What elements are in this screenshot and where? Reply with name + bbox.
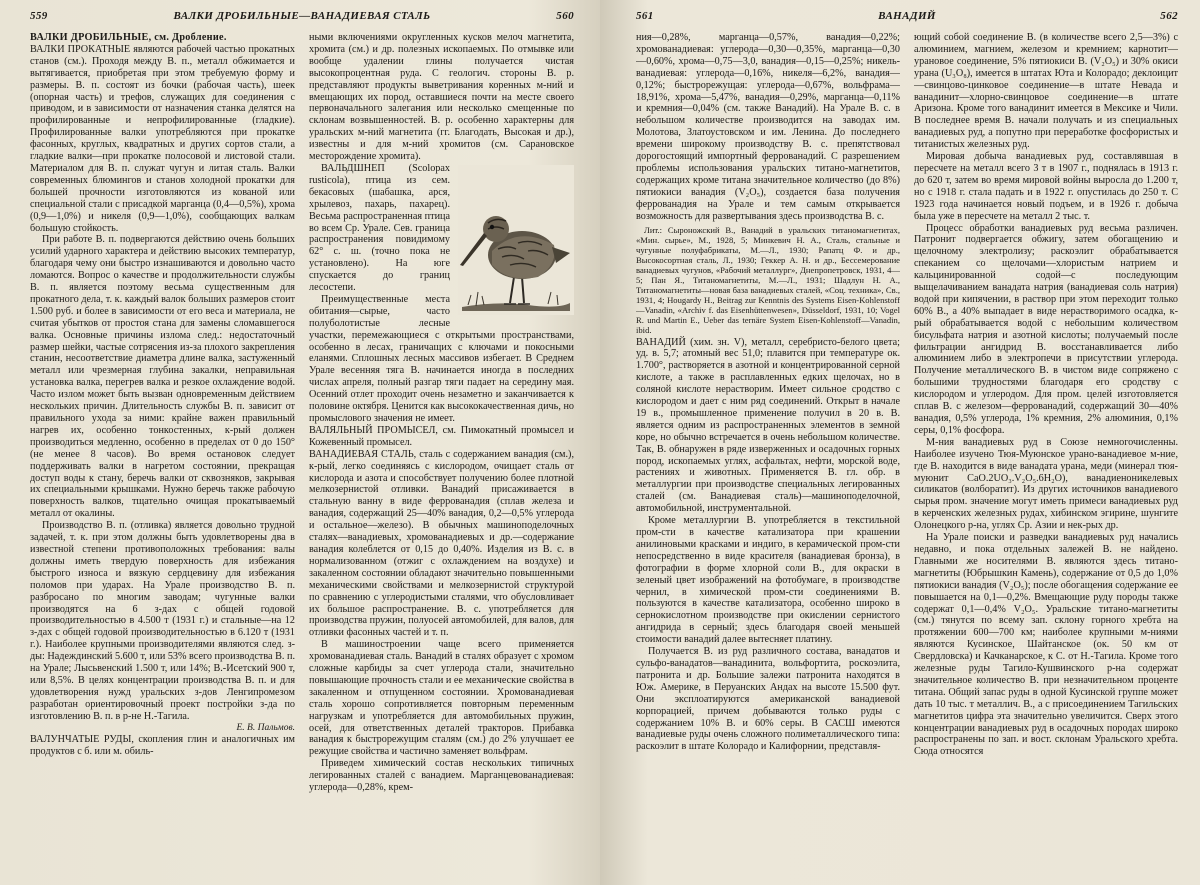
paragraph: Процесс обработки ванадиевых руд весьма различен. Патронит подвергается обжигу, затем обогащению и щелочному электролизу; раскоэлит обрабатывается спеканием со щелочами—хлористым натрием и кальцинированной содой—с последующим выщелачиванием ванадата натрия (ванадиевая соль натрия) водой при кипячении, в раствор при этом переходит только 60% В., а 40% выпадает в виде нерастворимого осадка, к-рый обрабатывается водой с небольшим количеством бисульфата натрия и азотной кислоты; получаемый после фильтрации ангидрид В. восстанавливается либо алюминием либо в электропечи в присутствии углерода. Получение металлического В. в чистом виде сопряжено с большими трудностями благодаря его сродству с кислородом и углеродом. Для пром. целей изготовляется сплав В. с железом—феррованадий, содержащий 30—40% ванадия, 0,5% углерода, 1% кремния, 2% алюминия, 0,1% серы, 0,1% фосфора. [914,222,1178,436]
paragraph: Мировая добыча ванадиевых руд, составлявшая в пересчете на металл всего 3 т в 1907 г., поднялась в 1913 г. до 620 т, затем во время мировой войны выросла до 1.200 т, но с 1918 г. стала падать и в 1922 г. опустилась до 250 т. С 1923 года начинается новый подъем, и в 1926 г. добыча была уже в пересчете на металл 2 тыс. т. [914,151,1178,222]
page-number-561: 561 [636,10,654,22]
page-number-559: 559 [30,10,48,22]
paragraph: ния—0,28%, марганца—0,57%, ванадия—0,22%; хромованадиевая: углерода—0,30—0,35%, марганца—0,30—0,60%, хрома—0,75—3,0, ванадия—0,15—0,25%; никель-ванадиевая: углерода—0,16%, никеля—6,2%, ванадия—0,12%; быстрорежущая: углерода—0,67%, вольфрама—18,91%, хрома—5,47%, ванадия—0,29%, марганца—0,11% и кремния—0,04% (см. также Ванадий). На Урале В. с. в небольшом количестве производится на заводах им. Молотова, Златоустовском и им. Ленина. До последнего времени широкому производству В. с. препятствовал дорогостоящий импортный феррованадий. С разрешением проблемы использования уральских титано-магнетитов, содержащих кроме титана значительное количество (до 8%) пятиокиси ванадия (V₂O₅), создается база получения феррованадия на Урале и тем самым открывается возможность для развертывания здесь производства В. с. [636,32,900,222]
paragraph: Преимущественные места обитания—сырые, часто полуболотистые лесные участки, перемежающиеся с открытыми пространствами, особенно в лесах, граничащих с ключами и покосными еланями. Сплошных лесных массивов избегает. В Среднем Урале весенняя тяга В. начинается иногда в последних числах апреля, полный разгар тяги падает на середину мая. Осенний отлет проходит очень незаметно и заканчивается к половине октября. Ценится как высококачественная дичь, но промыслового значения не имеет. [309,293,574,424]
entry-valki-prokatnye: ВАЛКИ ПРОКАТНЫЕ являются рабочей частью прокатных станов (см.). Проходя между В. п., металл обжимается и вытягивается, приобретая при этом требуемую форму и размеры. В. п. состоят из бочки (рабочая часть), шеек (опорная часть) и трефов, служащих для соединения с приводом, и в зависимости от назначения станка делятся на профилированные и непрофилированные (гладкие). Профилированные валки употребляются при прокатке фасонных, круглых, квадратных и других сортов стали, а гладкие валки—при прокатке полосовой и листовой стали. Материалом для В. п. служат чугун и литая сталь. Валки современных блюмингов и станов холодной прокатки для большей прочности изготовляются из кованой или специальной стали с присадкой марганца (0,4—0,5%), хрома (0,9—1,0%) и никеля (0,9—1,0%), сообщающих валкам большую стойкость. [30,43,295,234]
paragraph: ющий собой соединение В. (в количестве всего 2,5—3%) с алюминием, магнием, железом и кремнием; карнотит—урановое соединение, 5% пятиокиси В. (V₂O₅) и 30% окиси урана (U₃O₈), имеется в штатах Юта и Колорадо; деклоицит—свинцово-цинковое соединение—в штате Невада и ванадинит—хлорно-свинцовое соединение—в штате Аризона. Кроме того ванадинит имеется в Мексике и Чили. В последнее время В. начали получать и из специальных ванадиевых руд, а попутно при переработке фосфористых и титанистых железных руд. [914,32,1178,151]
author-signature: Е. В. Пальмов. [236,722,295,733]
entry-vanadievaya-stal: ВАНАДИЕВАЯ СТАЛЬ, сталь с содержанием ванадия (см.), к-рый, легко соединяясь с кислородом, очищает сталь от кислорода и азота и способствует получению более плотной мелкозернистой отливки. Ванадий присаживается в стальную ванну в виде феррованадия (сплав железа и ванадия, содержащий 25—40% ванадия, 0,2—0,5% углерода и остальное—железо). В обычных машиноподелочных сталях—ванадиевых, хромованадиевых и др.—содержание ванадия колеблется от 0,15 до 0,40%. Изделия из В. с. в нормализованном (отжиг с охлаждением на воздухе) и закаленном состоянии обладают значительно повышенными механическими свойствами и мелкозернистой структурой по сравнению с углеродистыми сталями, что обусловливает их большое распространение. В. с. употребляется для производства пружин, полуосей автомобилей, для валов, для отливки фасонных частей и т. п. [309,448,574,639]
entry-valki-drobilnye: ВАЛКИ ДРОБИЛЬНЫЕ, см. Дробление. [30,32,227,43]
column-4 [914,32,1178,879]
paragraph: ными включениями округленных кусков мелоч магнетита, хромита (см.) и др. полезных ископаемых. По отмывке или вообще удалении глины получается чистая высокопроцентная руда. С геологич. стороны В. р. представляют продукты выветривания коренных м-ний и вмещающих их пород, оставшиеся почти на месте своего первоначального залегания или несколько смещенные по склонам возвышенностей. В. р. особенно характерны для уральских м-ний магнетита (гг. Благодать, Высокая и др.), известны и для м-ний хромитов (см. Сарановское месторождение хромита). [309,32,574,163]
left-running-header [30,10,574,24]
entry-valyalnyi-promysel: ВАЛЯЛЬНЫЙ ПРОМЫСЕЛ, см. Пимокатный промысел и Кожевенный промысел. [309,424,574,448]
woodcock-illustration [458,165,574,315]
entry-valunchatye-rudy: ВАЛУНЧАТЫЕ РУДЫ, скопления глин и аналогичных им продуктов с б. или м. обиль- [30,734,295,758]
left-header-title: ВАЛКИ ДРОБИЛЬНЫЕ—ВАНАДИЕВАЯ СТАЛЬ [173,10,431,22]
paragraph: При работе В. п. подвергаются действию очень больших усилий ударного характера и действию высоких температур, благодаря чему они быстро изнашиваются и довольно часто ломаются. Вопрос о качестве и продолжительности службы В. п. является поэтому весьма существенным для прокатного дела, т. к. каждый валок больших размеров стоит 1.500 руб. и более в зависимости от его веса и материала, не считая убытков от простоя стана для замены сломавшегося валка. Основные причины излома след.: недостаточный размер шейки, частые сотрясения из-за плохого закрепления станин, несоответствие диаметра длине валка, застуженный металл или чрезмерная глубина закалки, неправильная установка валка, перегрев валка и резкое охлаждение водой. Часто излом может быть вызван одновременным действием нескольких причин. Длительность службы В. п. зависит от правильного ухода за ними: крайне важен правильный нагрев их, особенно тонкостенных, к-рый должен производиться медленно, особенно в пределах от 0 до 150° (не менее 8 часов). Во время остановок следует поддерживать валки в нагретом состоянии, прекращая доступ воды к стану, беречь валки от сквозняков, закрывая их специальными крышками. Нужно беречь также рабочую поверхность валков, тщательно очищая прокатываемый металл от окалины. [30,234,295,520]
right-page [600,0,1200,885]
paragraph: Получается В. из руд различного состава, ванадатов и сульфо-ванадатов—ванадинита, вольфортита, роскоэлита, патронита и др. Большие залежи патронита находятся в Юж. Америке, в Перуанских Андах на высоте 15.500 фут. Они эксплоатируются американской ванадиевой корпорацией, причем добываются только руды с содержанием 10% В. и 60% серы. В САСШ имеются ванадиевые руды очень сложного полиметаллического типа: раскоэлит в штате Колорадо и Калифорнии, представля- [636,646,900,753]
paragraph: М-ния ванадиевых руд в Союзе немногочисленны. Наиболее изучено Тюя-Муюнское урано-ванадиевое м-ние, где В. находится в виде ванадата урана, меди (минерал тюя-муюнит CaO.2UO₃.V₂O₅.6H₂O), ванадиеноникелевых силикатов (волборатит). Из других источников ванадиевого сырья пром. значение могут иметь примеси ванадиевых руд в керченских железных рудах, хибинском эгирине, шунгите Олонецкого р-на, углях Ср. Азии и нек-рых др. [914,436,1178,532]
left-page-columns [30,32,574,879]
entry-valdshnep: ВАЛЬДШНЕП (Scolopax rusticola), птица из сем. бекасовых (шабашка, арся, хрылевоз, пахарь, пахарец). Весьма распространенная птица во всем Ср. Урале. Сев. граница распространения повидимому 62° с. ш. (точно пока не установлено). На юге спускается до границ лесостепи. [309,162,450,294]
column-3 [636,32,900,879]
column-2 [309,32,574,879]
paragraph: Приведем химический состав нескольких типичных легированных сталей с ванадием. Марганцевованадиевая: углерода—0,28%, крем- [309,758,574,794]
right-header-title: ВАНАДИЙ [878,10,936,22]
right-page-columns [636,32,1178,879]
entry-vanadii: ВАНАДИЙ (хим. зн. V), металл, серебристо-белого цвета; уд. в. 5,7; атомный вес 51,0; плавится при температуре ок. 1.700°, растворяется в азотной и концентрированной серной кислоте, а также в расплавленных едких щелочах, но в соляной кислоте нерастворим. Имеет сильное сродство с кислородом и дает с ним ряд соединений. Открыт в начале 19 в., промышленное применение получил в 20 в. В. является одним из распространенных элементов в земной коре, но обычно встречается в очень небольшом количестве. Так, В. обнаружен в ряде изверженных и осадочных горных пород, ископаемых углях, асфальтах, нефти, морской воде, растениях и животных. Применяется В. гл. обр. в металлургии при производстве специальных легированных сталей (см. Ванадиевая сталь)—машиноподелочной, автомобильной, инструментальной. [636,336,900,515]
woodcock-bird-icon [458,165,574,315]
column-1 [30,32,295,879]
page-number-562: 562 [1160,10,1178,22]
paragraph: Кроме металлургии В. употребляется в текстильной пром-сти в качестве катализатора при крашении анилиновыми красками и индиго, в керамической пром-сти непосредственно в виде красителя (ванадиевая бронза), в фотографии в форме хлорной соли В., для окраски в зеленый цвет изображений на фотобумаге, в производстве чернил, в химической пром-сти соединениями В. пользуются в качестве катализатора, особенно широко в сернокислотном производстве при окислении сернистого ангидрида в серный; здесь благодаря своей меньшей стоимости ванадий далее вытесняет платину. [636,515,900,646]
paragraph: На Урале поиски и разведки ванадиевых руд начались недавно, и пока отдельных залежей В. не найдено. Главными же носителями В. являются здесь титано-магнетиты (Юбрышкин Камень), содержание от 0,5 до 1,0% пятиокиси ванадия (V₂O₅); после обогащения содержание ее повышается на 0,1—0,2%. Вмещающие руду породы также содержат 0,1—0,4% V₂O₅. Уральские титано-магнетиты (см.) тянутся по всему зап. склону горного хребта на протяжении 600—700 км; наиболее крупными м-ниями являются Кусинское, Шайтанское (ок. 50 км от Свердловска) и Качканарское, к С. от Н.-Тагила. Кроме того железные руды Тагило-Кушвинского р-на содержат значительное количество В. при незначительном проценте титана. Общий запас руды в одной Кусинской группе может дать 10 тыс. т металлич. В., а с присоединением Тагильских магнетитов цифра эта значительно увеличится. Сверх этого концентрации ванадиевых руд в осадочных породах широко распространены по зап. и вост. склонам Уральского хребта. Сюда относятся [914,532,1178,758]
paragraph: В машиностроении чаще всего применяется хромованадиевая сталь. Ванадий в сталях образует с хромом сложные карбиды за счет углерода стали, значительно повышающие прочность стали и ее механические свойства в закаленном и отпущенном состоянии. Хромованадиевая сталь хорошо сопротивляется повторным переменным нагрузкам и употребляется для автомобильных пружин, осей, для ответственных деталей тракторов. Прибавка ванадия к быстрорежущим сталям (см.) до 2% улучшает ее режущие свойства и частично заменяет вольфрам. [309,639,574,758]
paragraph: Производство В. п. (отливка) является довольно трудной задачей, т. к. при этом должны быть удовлетворены два в известной степени противоположных требования: валы должны иметь твердую поверхность для избежания быстрого износа и вязкую сердцевину для избежания поломов при ударах. На Урале производство В. п. разбросано по многим заводам; чугунные валки производятся на 6 з-дах с общей годовой производительностью в 4.500 т (1931 г.) и стальные—на 12 з-дах с общей годовой производительностью в 6.120 т (1931 г.). Наиболее крупными производителями являются след. з-ды: Надеждинский 5.600 т, или 53% всего производства В. п. на Урале; Лысьвенский 1.500 т, или 14%; В.-Исетский 900 т, или 8,5%. В целях концентрации производства В. п. и для удовлетворения нужд уральских з-дов Ленгипромезом разработан ориентировочный проект постройки з-да по изготовлению В. п. в р-не Н.-Тагила. [30,520,295,722]
literature-list: Лит.: Сыроножский В., Ванадий в уральских титаномагнетитах, «Мин. сырье», М., 1928, 5; Минкевич Н. А., Сталь, стальные и чугунные полуфабрикаты, М.—Л., 1930; Рапатц Ф. и др., Высокосортная сталь, Л., 1930; Геккер А. Н. и др., Бессемерование ванадиевых чугунов, «Рабочий металлург», Днепропетровск, 1931, 4—5; Пан Я., Титаномагнетиты, М.—Л., 1931; Шадлун Н. А., Титаномагнетиты—новая база ванадиевых сталей, «Соц. техника», Св., 1931, 4; Hougardy H., Beitrag zur Kenntnis des Systems Eisen-Kohlenstoff—Vanadin, «Archiv f. das Eisenhüttenwesen», Düsseldorf, 1931, 10; Vogel R. und Martin E., Ueber das ternäre System Eisen-Kohlenstoff—Vanadin, ibid. [636,224,900,335]
right-running-header [636,10,1178,24]
page-number-560: 560 [556,10,574,22]
